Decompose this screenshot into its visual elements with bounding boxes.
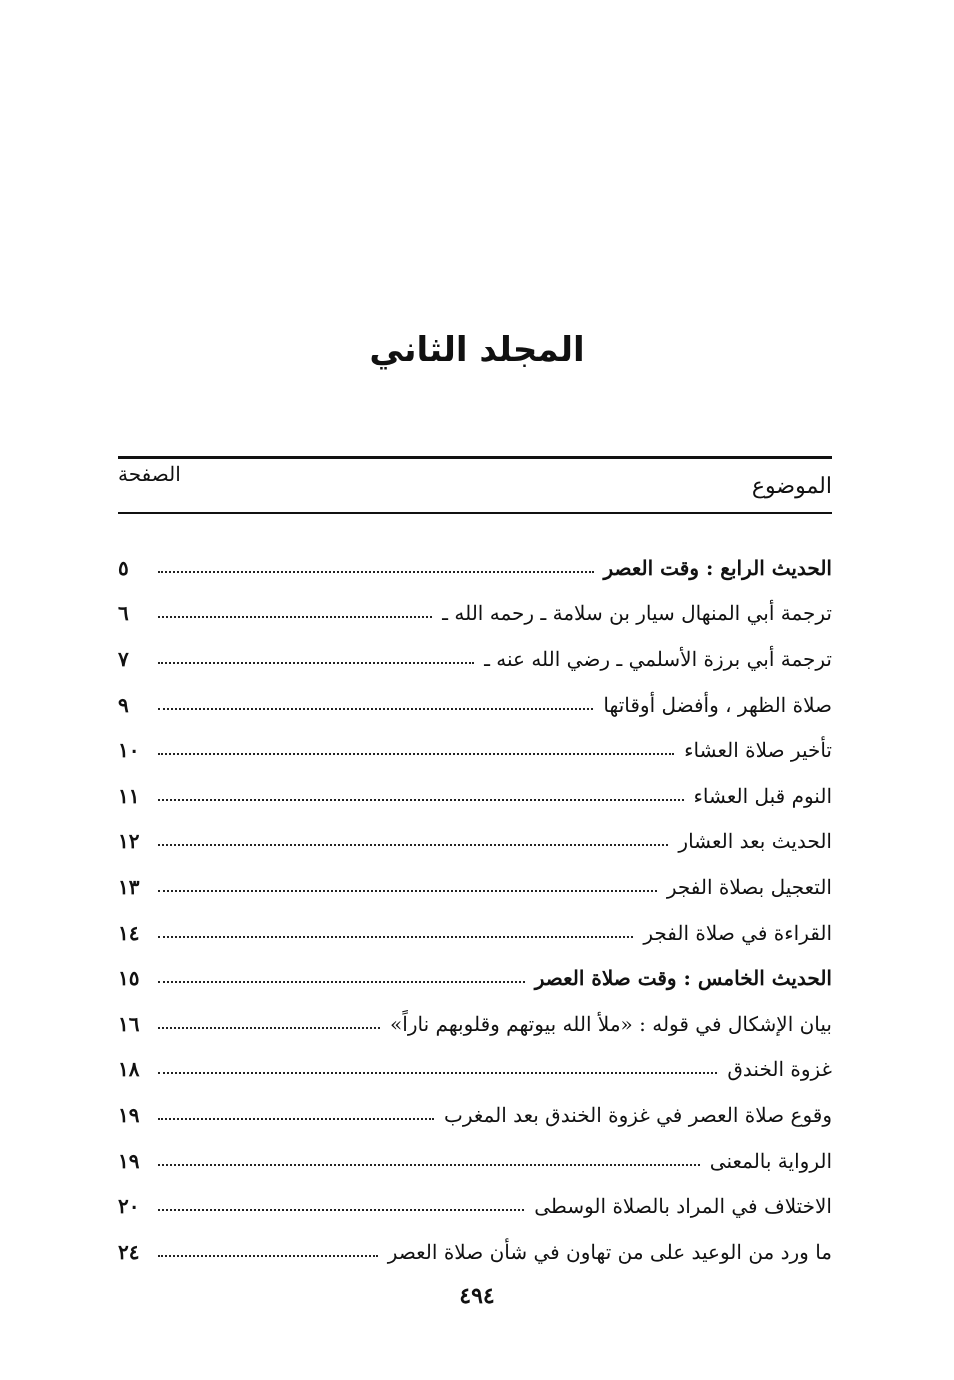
toc-entry-page: ١٨ xyxy=(118,1057,140,1082)
page-column-label: الصفحة xyxy=(118,462,181,486)
header-bottom-rule xyxy=(118,512,832,514)
toc-entry-title: الرواية بالمعنى xyxy=(709,1148,832,1173)
toc-entry xyxy=(118,636,832,682)
table-of-contents xyxy=(118,545,832,1275)
toc-entry-page: ٥ xyxy=(118,555,129,580)
dot-leader xyxy=(158,1209,524,1211)
toc-entry xyxy=(118,773,832,819)
dot-leader xyxy=(158,981,525,983)
toc-entry xyxy=(118,591,832,637)
toc-entry-title: ما ورد من الوعيد على من تهاون في شأن صلاة العصر xyxy=(387,1239,832,1264)
toc-entry-page: ٧ xyxy=(118,646,129,671)
toc-entry-page: ٦ xyxy=(118,601,129,626)
page-number: ٤٩٤ xyxy=(459,1283,495,1309)
toc-entry xyxy=(118,727,832,773)
toc-entry-page: ١٦ xyxy=(118,1011,140,1036)
toc-entry-page: ١٩ xyxy=(118,1102,140,1127)
dot-leader xyxy=(158,571,594,573)
toc-entry-title: القراءة في صلاة الفجر xyxy=(643,920,832,945)
toc-entry-title: ترجمة أبي برزة الأسلمي ـ رضي الله عنه ـ xyxy=(484,646,832,671)
toc-entry-title: الحديث بعد العشار xyxy=(678,829,832,854)
toc-entry-title: وقوع صلاة العصر في غزوة الخندق بعد المغرب xyxy=(444,1102,832,1127)
dot-leader xyxy=(158,753,674,755)
toc-entry-title: التعجيل بصلاة الفجر xyxy=(666,874,832,899)
toc-entry xyxy=(118,955,832,1001)
dot-leader xyxy=(158,844,668,846)
dot-leader xyxy=(158,662,474,664)
topic-column-label: الموضوع xyxy=(751,474,832,499)
toc-entry-page: ١١ xyxy=(118,783,140,808)
toc-entry xyxy=(118,910,832,956)
toc-entry-title: بيان الإشكال في قوله : «ملأ الله بيوتهم وقلوبهم ناراً» xyxy=(390,1011,832,1036)
toc-entry-title: النوم قبل العشاء xyxy=(693,783,832,808)
toc-entry-title: صلاة الظهر ، وأفضل أوقاتها xyxy=(603,692,832,717)
toc-entry xyxy=(118,1047,832,1093)
toc-entry-page: ١٣ xyxy=(118,874,140,899)
dot-leader xyxy=(158,1072,717,1074)
toc-entry-page: ٢٤ xyxy=(118,1239,140,1264)
toc-entry xyxy=(118,682,832,728)
dot-leader xyxy=(158,890,657,892)
header-top-rule xyxy=(118,456,832,459)
dot-leader xyxy=(158,1164,700,1166)
toc-entry-page: ١٥ xyxy=(118,966,140,991)
toc-entry-page: ٢٠ xyxy=(118,1194,140,1219)
toc-entry xyxy=(118,864,832,910)
toc-entry xyxy=(118,1183,832,1229)
toc-entry xyxy=(118,545,832,591)
toc-entry-title: ترجمة أبي المنهال سيار بن سلامة ـ رحمه الله ـ xyxy=(442,601,832,626)
volume-title: المجلد الثاني xyxy=(369,330,585,370)
toc-entry-title: تأخير صلاة العشاء xyxy=(684,738,832,763)
toc-entry-title: الاختلاف في المراد بالصلاة الوسطى xyxy=(534,1194,832,1219)
toc-header xyxy=(118,462,832,508)
dot-leader xyxy=(158,708,593,710)
toc-entry xyxy=(118,819,832,865)
toc-entry-title: الحديث الخامس : وقت صلاة العصر xyxy=(534,966,832,991)
dot-leader xyxy=(158,1255,378,1257)
dot-leader xyxy=(158,1118,434,1120)
toc-entry xyxy=(118,1092,832,1138)
dot-leader xyxy=(158,616,432,618)
toc-entry xyxy=(118,1001,832,1047)
toc-entry-page: ٩ xyxy=(118,692,129,717)
toc-entry-title: الحديث الرابع : وقت العصر xyxy=(603,555,832,580)
toc-entry-page: ١٤ xyxy=(118,920,140,945)
toc-entry-page: ١٠ xyxy=(118,738,140,763)
toc-entry xyxy=(118,1138,832,1184)
toc-entry-page: ١٩ xyxy=(118,1148,140,1173)
dot-leader xyxy=(158,936,633,938)
toc-entry-page: ١٢ xyxy=(118,829,140,854)
toc-entry-title: غزوة الخندق xyxy=(727,1057,832,1082)
dot-leader xyxy=(158,1027,380,1029)
toc-entry xyxy=(118,1229,832,1275)
dot-leader xyxy=(158,799,684,801)
